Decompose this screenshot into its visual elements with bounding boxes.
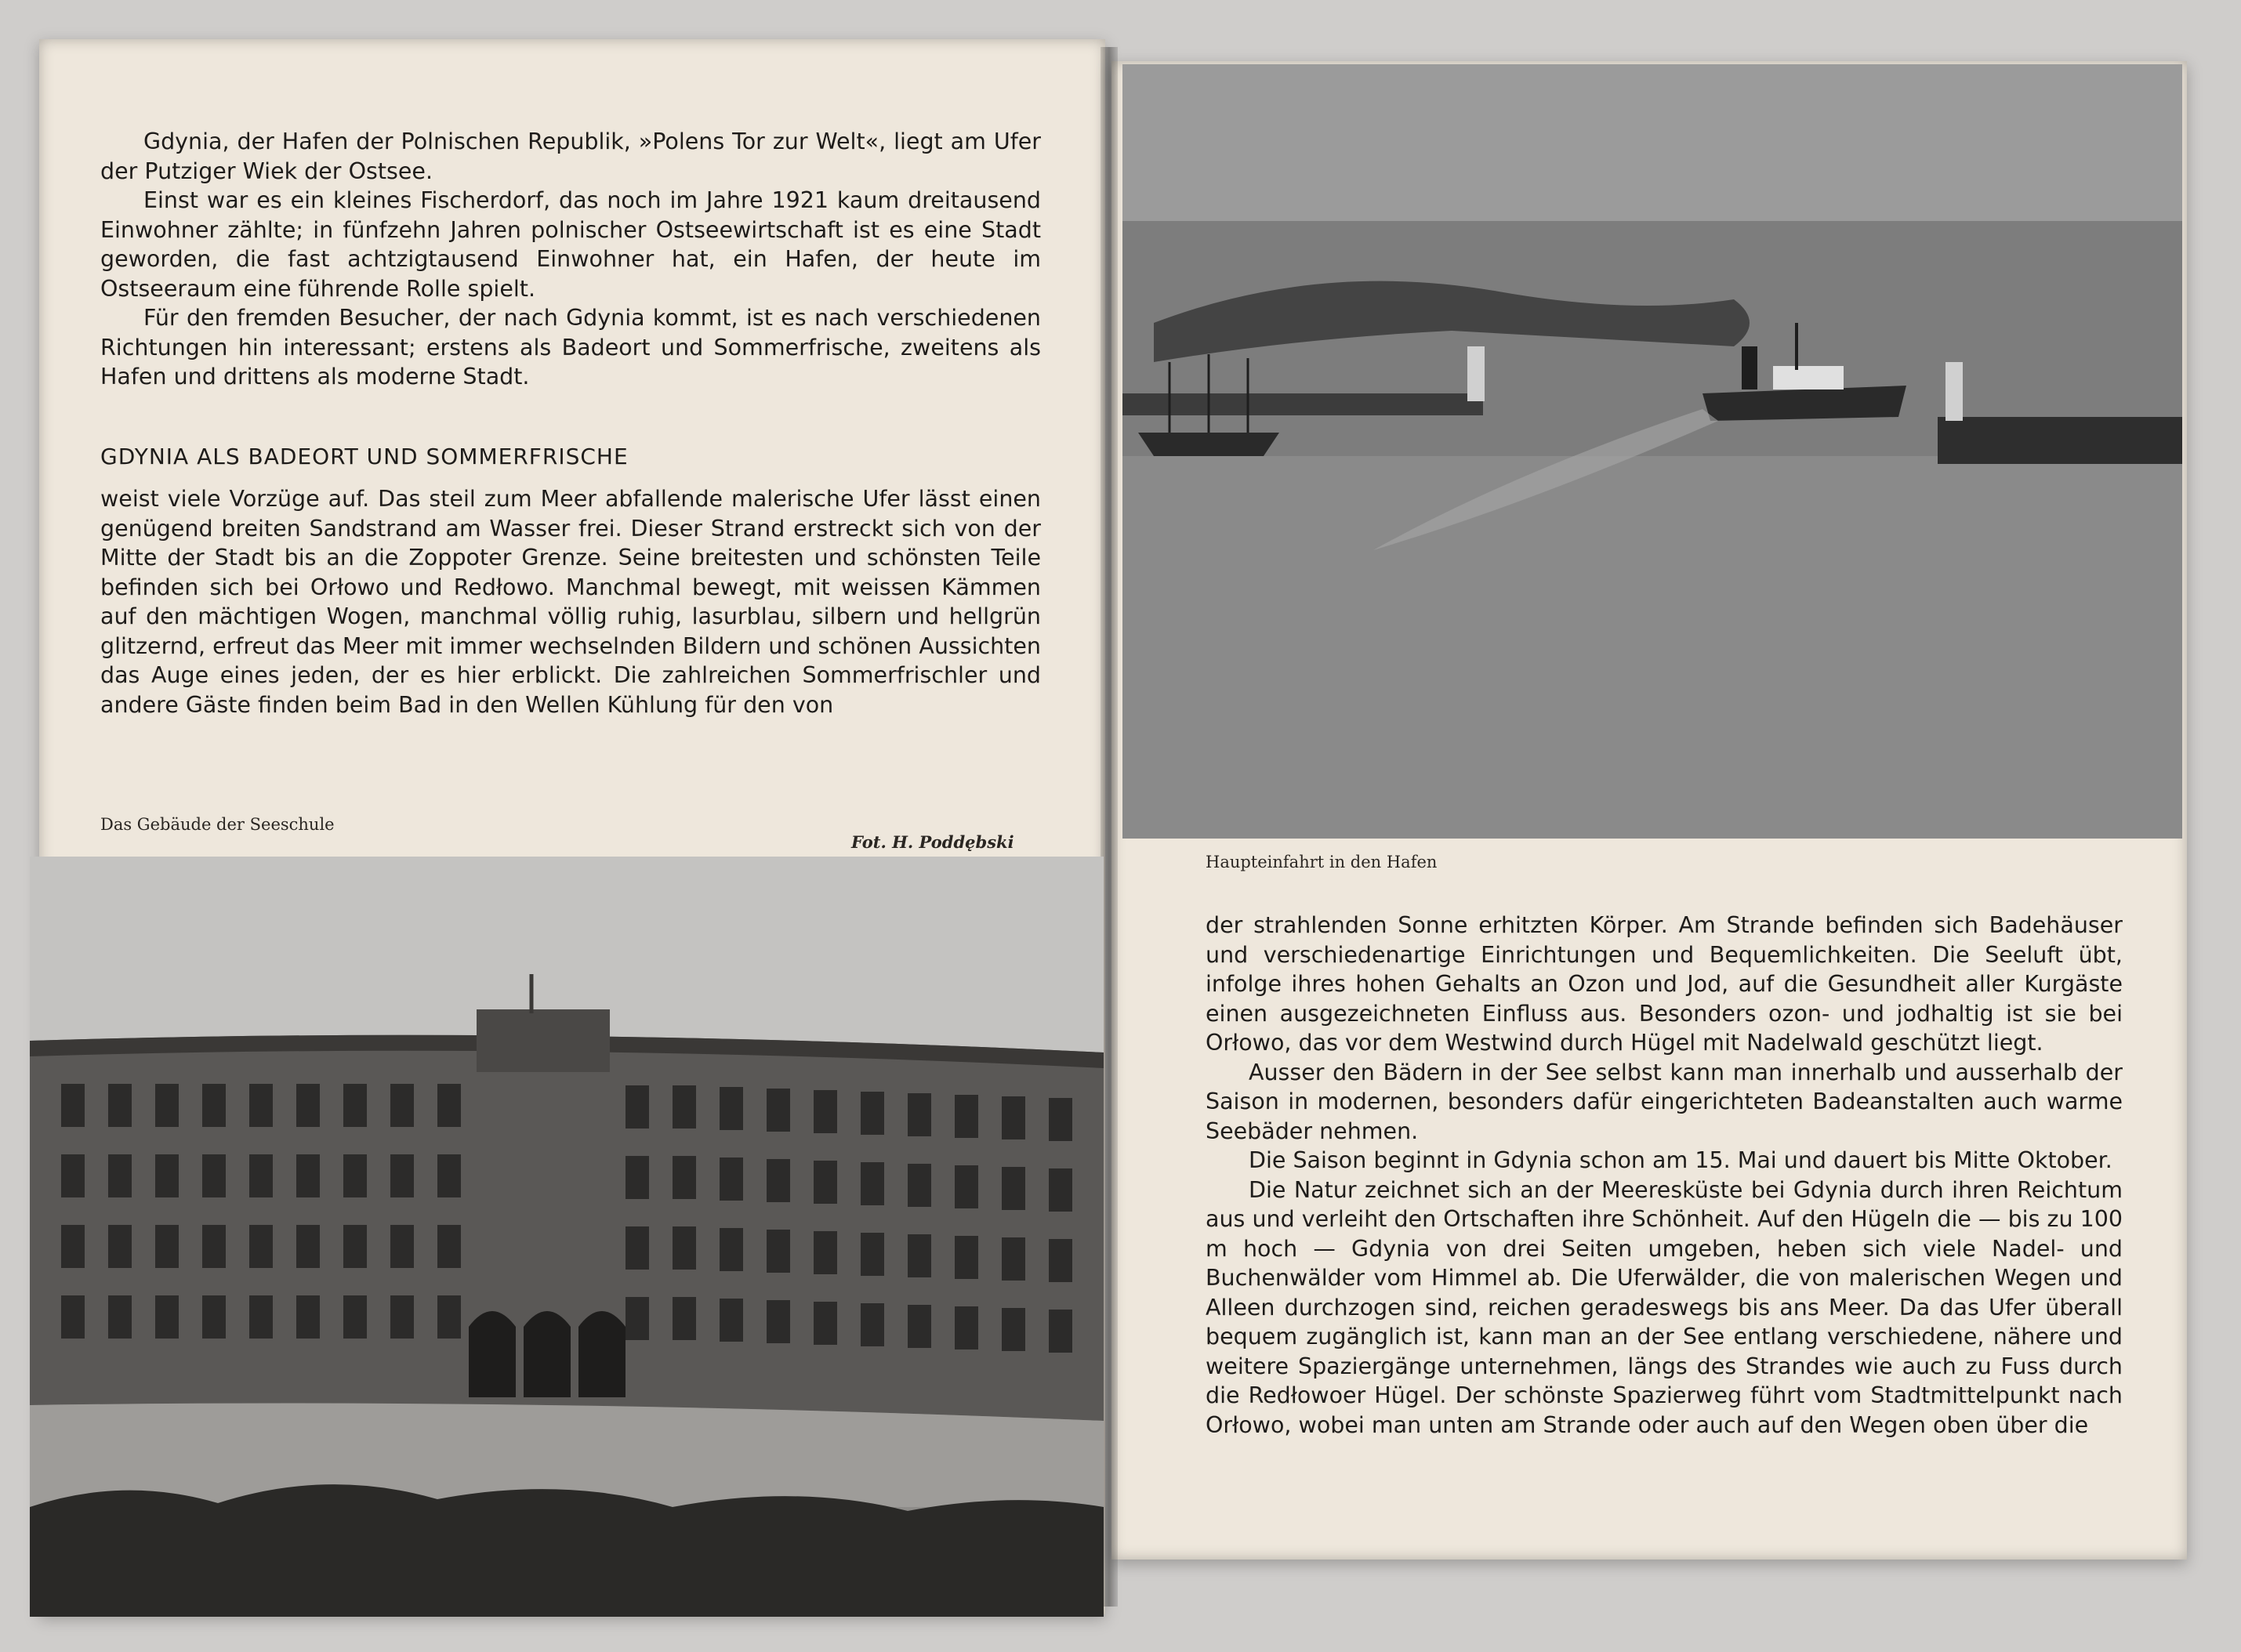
harbour-entrance-illustration (1122, 64, 2182, 839)
harbour-photo (1122, 64, 2182, 839)
intro-text (100, 127, 1041, 392)
right-paragraph: Die Saison beginnt in Gdynia schon am 15. Mai und dauert bis Mitte Oktober. (1249, 1147, 2112, 1173)
seeschule-building-illustration (30, 857, 1104, 1617)
photo-caption-left: Das Gebäude der Seeschule (100, 815, 335, 834)
section-heading: GDYNIA ALS BADEORT UND SOMMERFRISCHE (100, 444, 629, 469)
intro-paragraph: Einst war es ein kleines Fischerdorf, das noch im Jahre 1921 kaum dreitausend Einwohner zählte; in fünfzehn Jahren polnischer Ostseewirtschaft ist es eine Stadt geworden, die fast achtzigtausend Einwohner hat, ein Hafen, der heute im Ostseeraum eine führende Rolle spielt. (100, 187, 1041, 302)
intro-paragraph: Gdynia, der Hafen der Polnischen Republik, »Polens Tor zur Welt«, liegt am Ufer der Putziger Wiek der Ostsee. (100, 129, 1041, 184)
seeschule-photo (30, 857, 1104, 1617)
photo-credit: Fot. H. Poddębski (851, 832, 1014, 852)
right-paragraph: Die Natur zeichnet sich an der Meeresküste bei Gdynia durch ihren Reichtum aus und verleiht den Ortschaften ihre Schönheit. Auf den Hügeln die — bis zu 100 m hoch — Gdynia von drei Seiten umgeben, heben sich viele Nadel- und Buchenwälder vom Himmel ab. Die Uferwälder, die von malerischen Wegen und Alleen durchzogen sind, reichen geradeswegs bis ans Meer. Da das Ufer überall bequem zugänglich ist, kann man an der See entlang verschiedene, nähere und weitere Spaziergänge unternehmen, längs des Strandes wie auch zu Fuss durch die Redłowoer Hügel. Der schönste Spazierweg führt vom Stadtmittelpunkt nach Orłowo, wobei man unten am Strande oder auch auf den Wegen oben über die (1206, 1176, 2123, 1438)
right-page-text (1206, 911, 2123, 1440)
right-paragraph: der strahlenden Sonne erhitzten Körper. Am Strande befinden sich Badehäuser und verschiedenartige Einrichtungen und Bequemlichkeiten. Die Seeluft übt, infolge ihres hohen Gehalts an Ozon und Jod, auf die Gesundheit aller Kurgäste einen ausgezeichneten Einfluss aus. Besonders ozon- und jodhaltig ist sie bei Orłowo, das vor dem Westwind durch Hügel mit Nadelwald geschützt liegt. (1206, 912, 2123, 1056)
intro-paragraph: Für den fremden Besucher, der nach Gdynia kommt, ist es nach verschiedenen Richtungen hin interessant; erstens als Badeort und Sommerfrische, zweitens als Hafen und drittens als moderne Stadt. (100, 305, 1041, 389)
photo-caption-right: Haupteinfahrt in den Hafen (1206, 853, 1438, 871)
section-text (100, 484, 1041, 719)
section-paragraph: weist viele Vorzüge auf. Das steil zum Meer abfallende malerische Ufer lässt einen genügend breiten Sandstrand am Wasser frei. Dieser Strand erstreckt sich von der Mitte der Stadt bis an die Zoppoter Grenze. Seine breitesten und schönsten Teile befinden sich bei Orłowo und Redłowo. Manchmal bewegt, mit weissen Kämmen auf den mächtigen Wogen, manchmal völlig ruhig, lasurblau, silbern und hellgrün glitzernd, erfreut das Meer mit immer wechselnden Bildern und schönen Aussichten das Auge eines jeden, der es hier erblickt. Die zahlreichen Sommerfrischler und andere Gäste finden beim Bad in den Wellen Kühlung für den von (100, 486, 1041, 718)
right-paragraph: Ausser den Bädern in der See selbst kann man innerhalb und ausserhalb der Saison in modernen, besonders dafür eingerichteten Badeanstalten auch warme Seebäder nehmen. (1206, 1059, 2123, 1144)
